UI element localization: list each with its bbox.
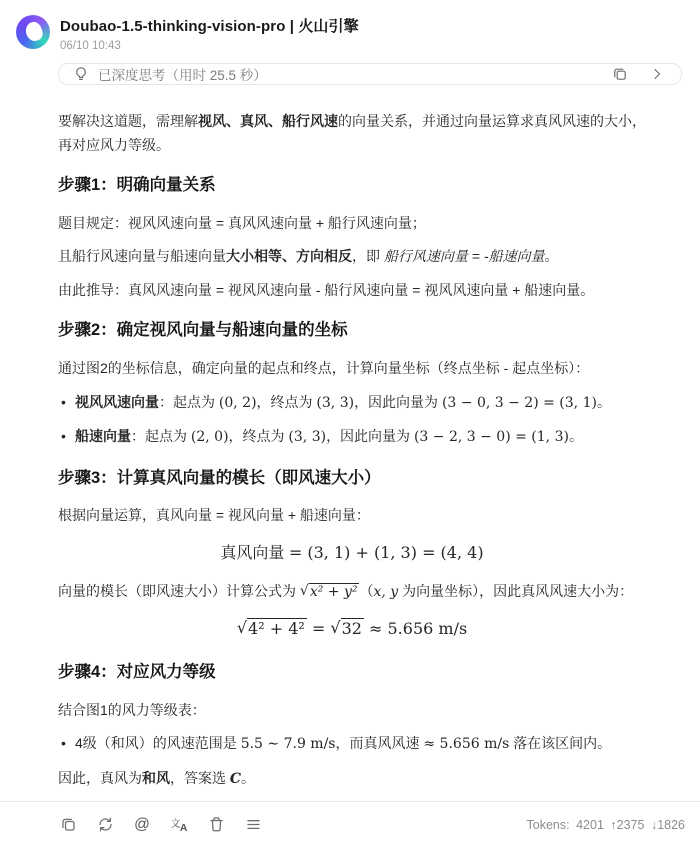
translate-icon: 文 A bbox=[170, 819, 188, 835]
footer-toolbar bbox=[54, 811, 267, 839]
paragraph: 要解决这道题，需理解视风、真风、船行风速的向量关系，并通过向量运算求真风风速的大小，再对应风力等级。 bbox=[58, 113, 646, 153]
doubao-logo-icon bbox=[16, 15, 50, 49]
delete-button[interactable] bbox=[202, 811, 230, 839]
menu-button[interactable] bbox=[239, 811, 267, 839]
lightbulb-icon bbox=[73, 66, 89, 82]
mention-icon: @ bbox=[134, 816, 150, 834]
model-title: Doubao-1.5-thinking-vision-pro | 火山引擎 bbox=[60, 18, 359, 35]
mention-button[interactable] bbox=[128, 811, 156, 839]
paragraph: 题目规定：视风风速向量 = 真风风速向量 + 船行风速向量； bbox=[58, 214, 426, 231]
tokens-stats bbox=[524, 818, 685, 832]
copy-icon bbox=[612, 66, 628, 82]
list-item: • 船速向量：起点为 (2, 0)，终点为 (3, 3)，因此向量为 (3 − 2, 3 − 0) = (1, 3)。 bbox=[58, 425, 646, 450]
message-header bbox=[0, 0, 700, 52]
tokens-total: 4201 bbox=[576, 817, 604, 832]
translate-button[interactable] bbox=[165, 811, 193, 839]
bullet-marker: • bbox=[61, 428, 66, 445]
copy-button[interactable] bbox=[54, 811, 82, 839]
copy-icon bbox=[60, 816, 77, 833]
thinking-copy-button[interactable] bbox=[610, 64, 630, 84]
bullet-marker: • bbox=[61, 393, 66, 410]
math-block: √4² + 4² = √32 ≈ 5.656 m/s bbox=[236, 618, 468, 639]
message-content bbox=[0, 85, 700, 801]
thinking-toggle[interactable] bbox=[58, 63, 682, 85]
message-timestamp: 06/10 10:43 bbox=[60, 40, 121, 52]
paragraph: 结合图1的风力等级表： bbox=[58, 701, 206, 718]
paragraph: 由此推导：真风风速向量 = 视风风速向量 - 船行风速向量 = 视风风速向量 + 船速向量。 bbox=[58, 281, 595, 298]
paragraph: 因此，真风为和风，答案选 C。 bbox=[58, 769, 256, 787]
step-heading: 步骤3：计算真风向量的模长（即风速大小） bbox=[58, 468, 381, 487]
paragraph: 且船行风速向量与船速向量大小相等、方向相反，即 船行风速向量 = -船速向量。 bbox=[58, 248, 559, 265]
thinking-label: 已深度思考（用时 25.5 秒） bbox=[98, 68, 267, 83]
menu-icon bbox=[245, 816, 262, 833]
step-heading: 步骤1：明确向量关系 bbox=[58, 176, 216, 195]
delete-icon bbox=[208, 816, 225, 833]
tokens-input: ↑2375 bbox=[610, 817, 645, 832]
list-item: • 视风风速向量：起点为 (0, 2)，终点为 (3, 3)，因此向量为 (3 − 0, 3 − 2) = (3, 1)。 bbox=[58, 391, 646, 416]
message-footer bbox=[0, 801, 700, 847]
step-heading: 步骤2：确定视风向量与船速向量的坐标 bbox=[58, 321, 348, 340]
step-heading: 步骤4：对应风力等级 bbox=[58, 663, 216, 682]
tokens-label: Tokens: bbox=[526, 817, 570, 832]
regenerate-icon bbox=[97, 816, 114, 833]
bullet-marker: • bbox=[61, 735, 66, 752]
paragraph: 向量的模长（即风速大小）计算公式为 √x² + y² （x, y 为向量坐标），因此真风风速大小为： bbox=[58, 582, 634, 600]
thinking-expand-button[interactable] bbox=[647, 64, 667, 84]
chevron-right-icon bbox=[649, 66, 665, 82]
paragraph: 根据向量运算，真风向量 = 视风向量 + 船速向量： bbox=[58, 507, 370, 524]
regenerate-button[interactable] bbox=[91, 811, 119, 839]
math-block: 真风向量 = (3, 1) + (1, 3) = (4, 4) bbox=[220, 542, 484, 562]
list-item: • 4级（和风）的风速范围是 5.5 ∼ 7.9 m/s，而真风风速 ≈ 5.656 m/s 落在该区间内。 bbox=[58, 732, 646, 757]
tokens-output: ↓1826 bbox=[650, 817, 685, 832]
paragraph: 通过图2的坐标信息，确定向量的起点和终点，计算向量坐标（终点坐标 - 起点坐标）： bbox=[58, 360, 590, 377]
